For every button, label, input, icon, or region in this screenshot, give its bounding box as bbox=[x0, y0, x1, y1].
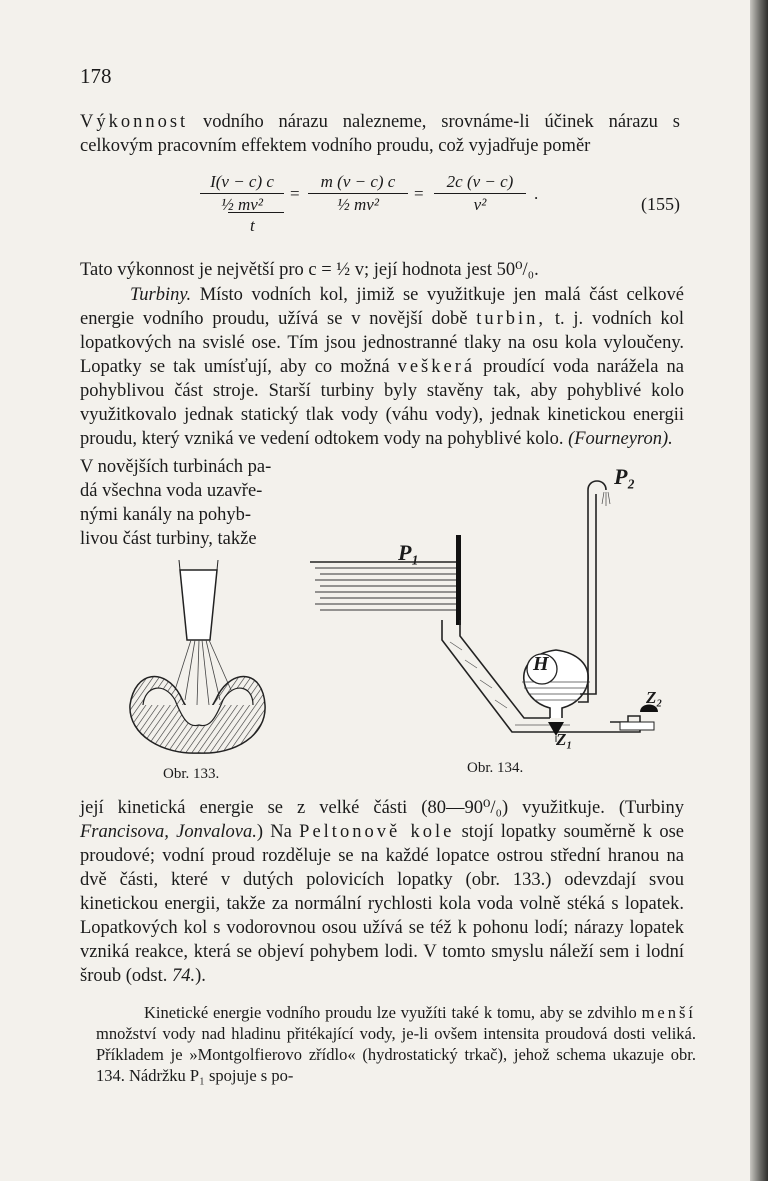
fraction-1-outer-bar bbox=[228, 212, 284, 213]
paragraph-pelton bbox=[80, 796, 684, 988]
label-p2: P₂ bbox=[614, 464, 636, 489]
turbines-text-3: proudící voda narážela na pohyblivou část stroje. Starší turbiny byly stavěny tak, aby pohyblivé kolo využitkovalo jednak statický tlak vody (váhu vody), jednak kinetickou energii proudu, který vzniká ve vedení odtokem vody na pohyblivé kolo. bbox=[80, 357, 685, 449]
fraction-2 bbox=[308, 172, 408, 215]
term-fourneyron: (Fourneyron). bbox=[568, 429, 673, 449]
term-mensi: menší bbox=[641, 1003, 696, 1022]
fraction-3-denominator: v² bbox=[473, 195, 487, 214]
pelton-text-2: ) Na bbox=[256, 822, 300, 842]
paragraph-turbines bbox=[80, 283, 684, 451]
equals-1: = bbox=[290, 184, 300, 203]
ram-text-1: Kinetické energie vodního proudu lze využíti také k tomu, aby se zdvihlo bbox=[144, 1003, 642, 1022]
pelton-text-3: stojí lopatky souměrně k ose proudové; vodní proud rozděluje se na každé lopatce ostrou střední hranou na dvě části, které v dutých polovicích lopatky (obr. 133.) odevzdají svou kinetickou energii, takže za normální rychlosti kola voda volně stéká s lopatek. Lopatkových kol s vodorovnou osou užívá se též k pohonu lodí; nárazy lopatek vzniká reakce, která se objeví pohybem lodi. V tomto smyslu náleží sem i lodní šroub (odst. bbox=[80, 822, 684, 986]
reservoir-p1 bbox=[310, 535, 461, 625]
term-turbin: turbin, bbox=[476, 309, 547, 329]
fraction-1 bbox=[200, 172, 284, 215]
fraction-2-denominator: ½ mv² bbox=[337, 195, 379, 214]
formula-number: (155) bbox=[641, 194, 680, 214]
pelton-text-4: ). bbox=[195, 966, 206, 986]
label-h: H bbox=[533, 653, 549, 675]
formula-period: . bbox=[534, 184, 539, 203]
figure-133-caption: Obr. 133. bbox=[163, 766, 220, 782]
narrow-line: dá všechna voda uzavře- bbox=[80, 481, 263, 501]
formula-155 bbox=[200, 172, 680, 254]
narrow-line: nými kanály na pohyb- bbox=[80, 505, 252, 525]
fraction-2-numerator: m (v − c) c bbox=[308, 172, 408, 194]
page-number: 178 bbox=[80, 64, 112, 88]
fraction-3 bbox=[434, 172, 526, 215]
term-veskera: veškerá bbox=[397, 357, 476, 377]
pelton-text-1: její kinetická energie se z velké části (80—90⁰/₀) využitkuje. (Turbiny bbox=[80, 798, 684, 818]
fraction-1-numerator: I(v − c) c bbox=[200, 172, 284, 194]
paragraph-max-efficiency: Tato výkonnost je největší pro c = ½ v; její hodnota jest 50⁰/₀. bbox=[80, 260, 539, 280]
paragraph-hydraulic-ram bbox=[96, 1002, 696, 1086]
term-francis-jonval: Francisova, Jonvalova. bbox=[80, 822, 257, 842]
turbines-text-1: Místo vodních kol, jimiž se využitkuje jen malá část celkové energie vodního proudu, užívá se v novější době bbox=[80, 285, 684, 329]
turbines-text-2: t. j. vodních kol lopatkových na svislé ose. Tím jsou jednostranné tlaky na osu kola vyloučeny. Lopatky se tak umísťují, aby co možná bbox=[80, 309, 684, 377]
label-p1: P₁ bbox=[398, 540, 420, 565]
turbines-heading: Turbiny. bbox=[130, 285, 192, 305]
fraction-3-numerator: 2c (v − c) bbox=[434, 172, 526, 194]
term-vykonnost: Výkonnost bbox=[80, 112, 189, 132]
figure-134-caption: Obr. 134. bbox=[467, 760, 524, 776]
term-pelton-wheel: Peltonově kole bbox=[299, 822, 455, 842]
paragraph-efficiency-text: vodního nárazu nalezneme, srovnáme-li účinek nárazu s celkovým pracovním effektem vodního proudu, což vyjadřuje poměr bbox=[80, 112, 680, 156]
narrow-column bbox=[80, 455, 302, 551]
figure-133-pelton-bucket bbox=[125, 560, 285, 760]
label-z1: Z₁ bbox=[556, 730, 573, 749]
figure-134-hydraulic-ram bbox=[310, 460, 710, 770]
narrow-line: V novějších turbinách pa- bbox=[80, 457, 272, 477]
equals-2: = bbox=[414, 184, 424, 203]
paragraph-efficiency bbox=[80, 110, 680, 158]
fraction-1-t: t bbox=[250, 216, 255, 235]
label-z2: Z₂ bbox=[646, 688, 663, 707]
fraction-1-denominator: ½ mv² bbox=[221, 195, 263, 214]
narrow-line: livou část turbiny, takže bbox=[80, 529, 257, 549]
section-reference: 74. bbox=[172, 966, 196, 986]
ram-text-2: množství vody nad hladinu přitékající vody, je-li ovšem intensita proudová dosti veliká. Příkladem je »Montgolfierovo zřídlo« (hydrostatický trkač), jehož schema ukazuje obr. 134. Nádržku P₁ spojuje s po- bbox=[96, 1024, 696, 1085]
page-edge-shadow bbox=[750, 0, 768, 1181]
